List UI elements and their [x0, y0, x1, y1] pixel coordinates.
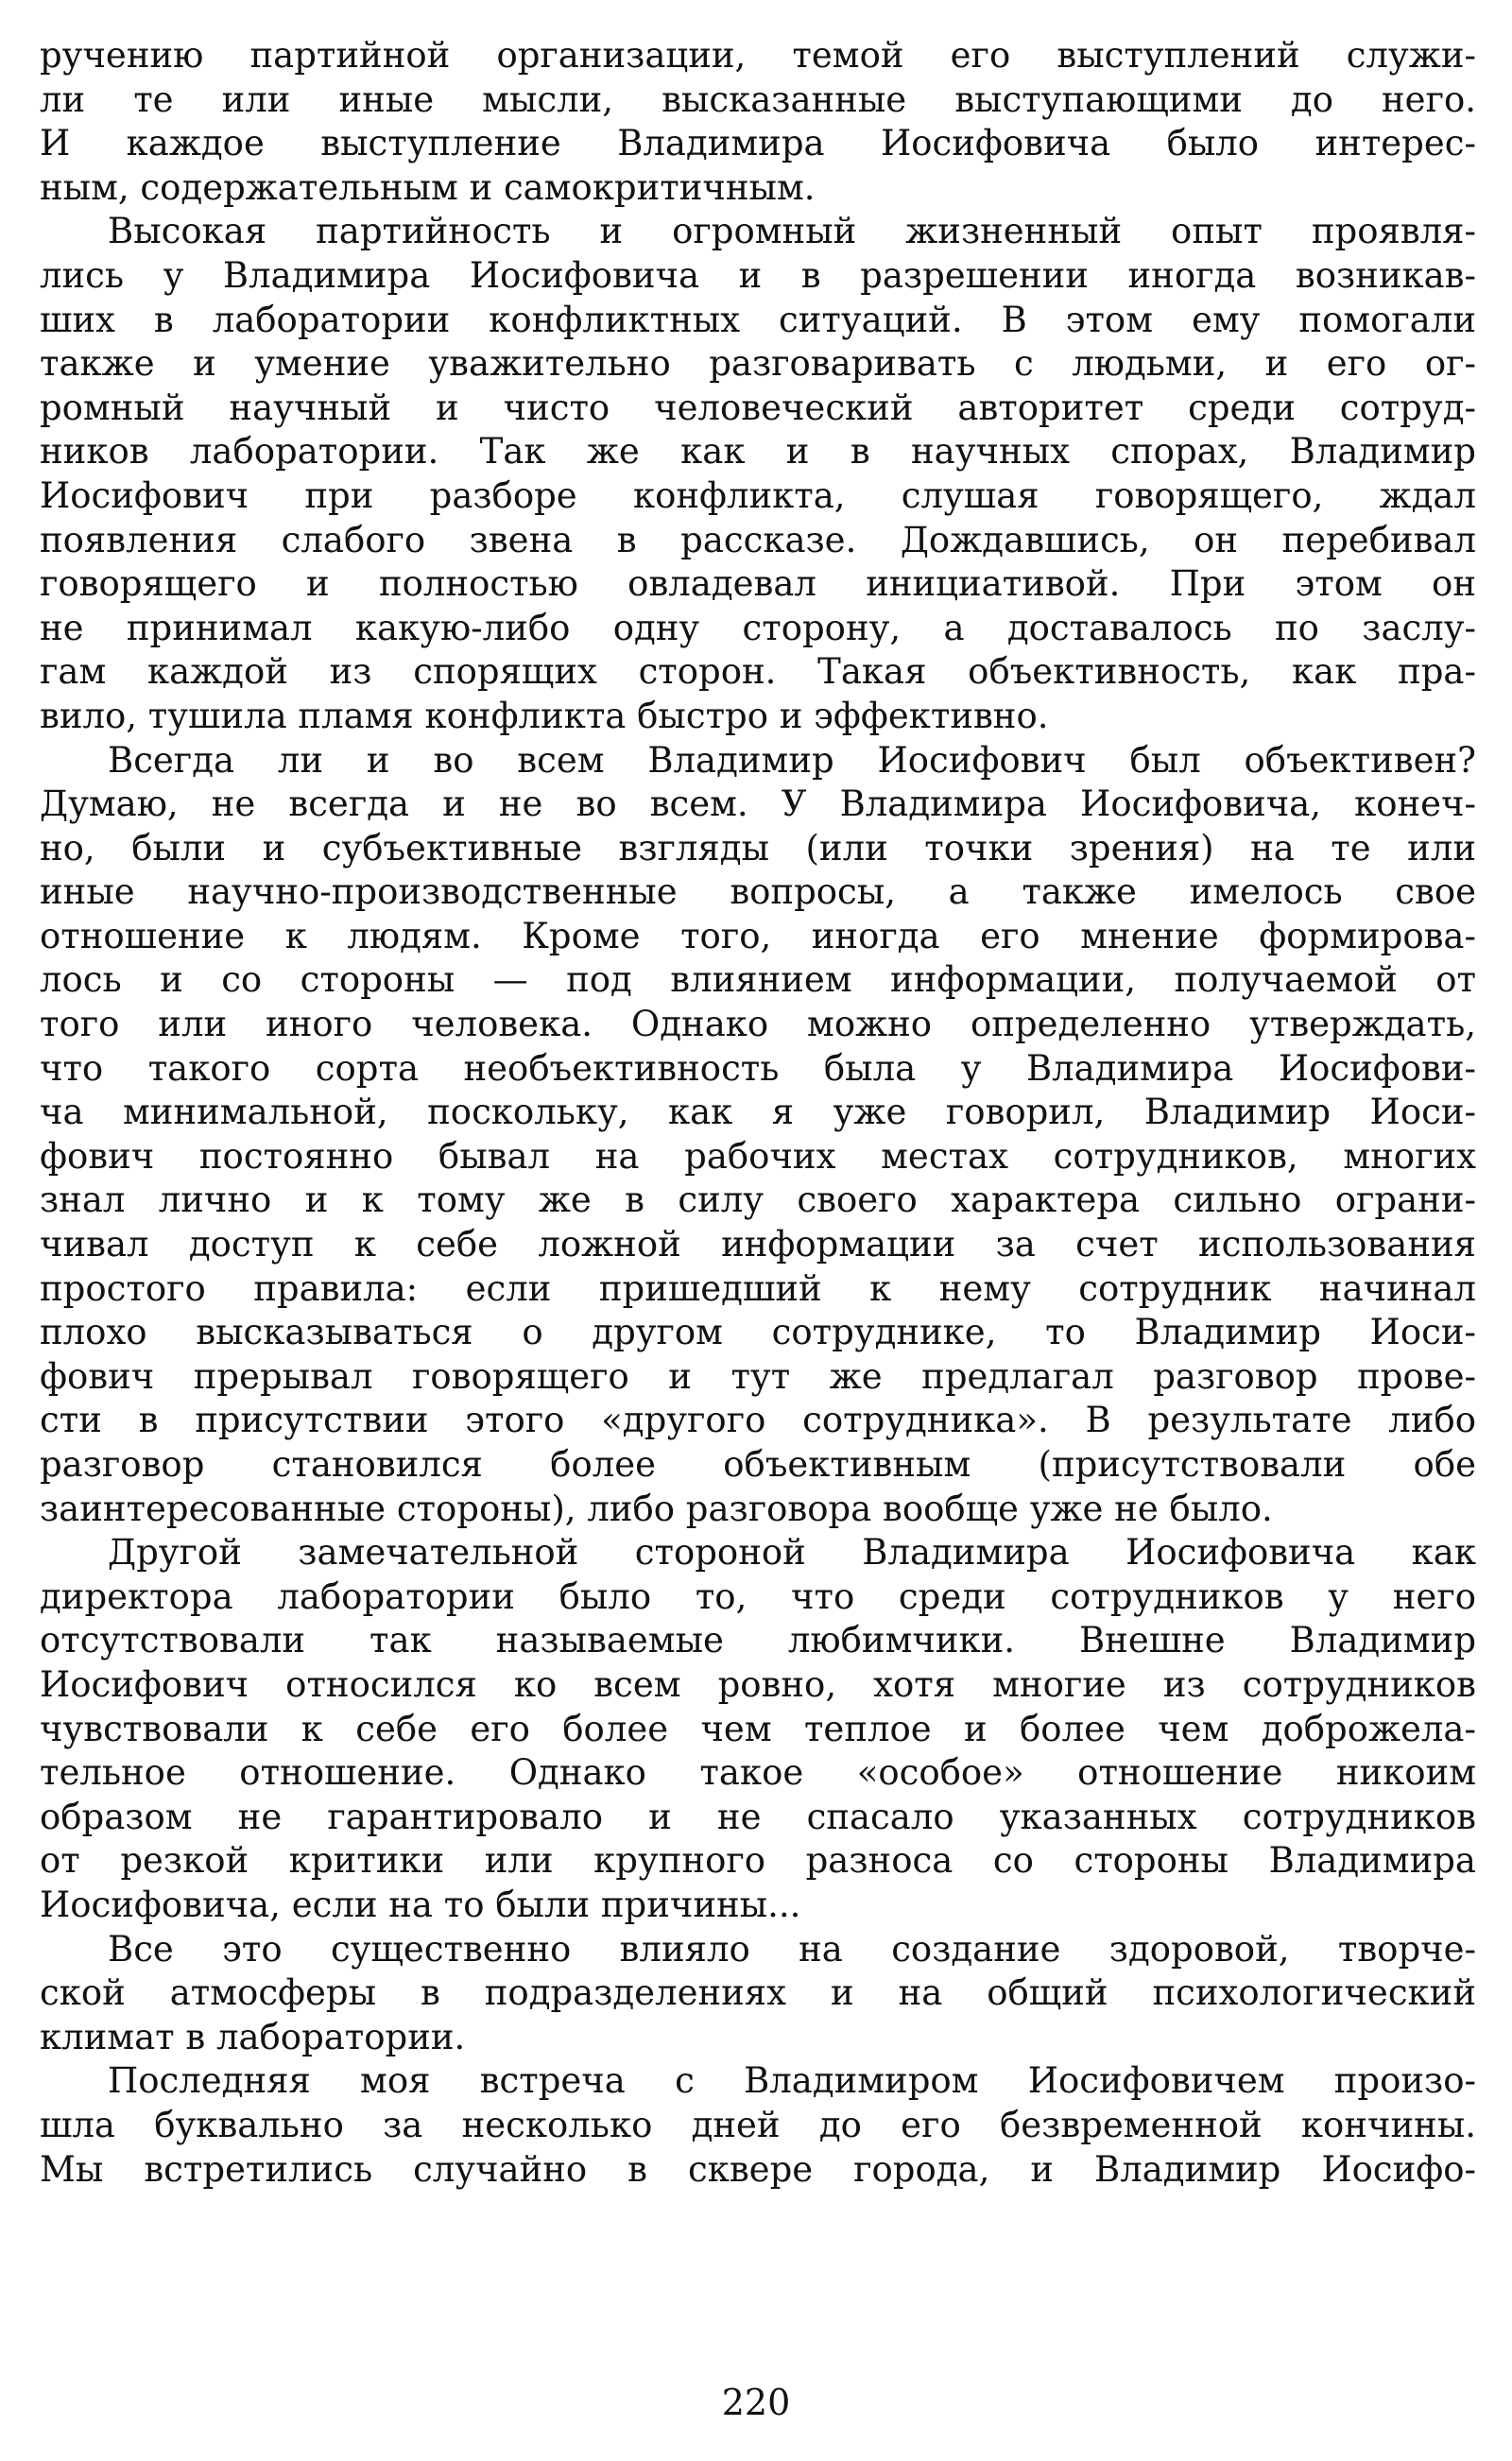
text-line: того или иного человека. Однако можно определенно утверждать,: [40, 1004, 1476, 1045]
text-line: ли те или иные мысли, высказанные выступающими до него.: [40, 78, 1476, 120]
text-line: что такого сорта необъективность была у Владимира Иосифови-: [40, 1047, 1476, 1089]
text-line: отношение к людям. Кроме того, иногда его мнение формирова-: [40, 915, 1476, 956]
text-line: Все это существенно влияло на создание здоровой, творче-: [108, 1928, 1476, 1970]
text-line: лось и со стороны — под влиянием информации, получаемой от: [40, 959, 1476, 1001]
text-line: также и умение уважительно разговаривать с людьми, и его ог-: [40, 343, 1476, 385]
text-line: ручению партийной организации, темой его выступлений служи-: [40, 35, 1476, 76]
text-line: лись у Владимира Иосифовича и в разрешении иногда возникав-: [40, 254, 1476, 296]
text-line: чувствовали к себе его более чем теплое и более чем доброжела-: [40, 1708, 1476, 1749]
text-line: говорящего и полностью овладевал инициативой. При этом он: [40, 563, 1476, 605]
text-line: Иосифович относился ко всем ровно, хотя многие из сотрудников: [40, 1663, 1476, 1705]
text-line: И каждое выступление Владимира Иосифовича было интерес-: [40, 123, 1476, 164]
text-line: Последняя моя встреча с Владимиром Иосифовичем произо-: [108, 2060, 1476, 2102]
page-body: [40, 34, 1476, 2192]
text-line: ча минимальной, поскольку, как я уже говорил, Владимир Иоси-: [40, 1092, 1476, 1133]
text-line: ших в лаборатории конфликтных ситуаций. В этом ему помогали: [40, 299, 1476, 340]
text-line: Иосифович при разборе конфликта, слушая говорящего, ждал: [40, 474, 1476, 516]
text-line: от резкой критики или крупного разноса со стороны Владимира: [40, 1840, 1476, 1882]
text-line: гам каждой из спорящих сторон. Такая объективность, как пра-: [40, 651, 1476, 693]
text-line: отсутствовали так называемые любимчики. Внешне Владимир: [40, 1620, 1476, 1661]
text-line: заинтересованные стороны), либо разговора вообще уже не было.: [40, 1488, 1273, 1529]
paragraph-4: [40, 1531, 1476, 1927]
text-line: Другой замечательной стороной Владимира Иосифовича как: [108, 1532, 1476, 1574]
paragraph-5: [40, 1928, 1476, 2060]
text-line: Мы встретились случайно в сквере города, и Владимир Иосифо-: [40, 2148, 1476, 2190]
text-line: шла буквально за несколько дней до его безвременной кончины.: [40, 2104, 1476, 2145]
text-line: фович постоянно бывал на рабочих местах сотрудников, многих: [40, 1135, 1476, 1177]
paragraph-6: [40, 2059, 1476, 2192]
page-number: 220: [721, 2382, 791, 2423]
text-line: сти в присутствии этого «другого сотрудника». В результате либо: [40, 1400, 1476, 1441]
text-line: фович прерывал говорящего и тут же предлагал разговор прове-: [40, 1355, 1476, 1397]
text-line: ромный научный и чисто человеческий авторитет среди сотруд-: [40, 387, 1476, 428]
paragraph-3: [40, 739, 1476, 1532]
text-line: Думаю, не всегда и не во всем. У Владимира Иосифовича, конеч-: [40, 783, 1476, 825]
text-line: ской атмосферы в подразделениях и на общий психологический: [40, 1972, 1476, 2014]
text-line: вило, тушила пламя конфликта быстро и эффективно.: [40, 695, 1049, 736]
text-line: директора лаборатории было то, что среди сотрудников у него: [40, 1575, 1476, 1617]
text-line: образом не гарантировало и не спасало указанных сотрудников: [40, 1796, 1476, 1837]
text-line: ников лаборатории. Так же как и в научных спорах, Владимир: [40, 431, 1476, 473]
text-line: плохо высказываться о другом сотруднике, то Владимир Иоси-: [40, 1312, 1476, 1353]
text-line: тельное отношение. Однако такое «особое» отношение никоим: [40, 1752, 1476, 1794]
text-line: Иосифовича, если на то были причины...: [40, 1884, 801, 1925]
text-line: простого правила: если пришедший к нему сотрудник начинал: [40, 1267, 1476, 1309]
paragraph-2: [40, 210, 1476, 738]
text-line: не принимал какую-либо одну сторону, а доставалось по заслу-: [40, 607, 1476, 648]
text-line: чивал доступ к себе ложной информации за счет использования: [40, 1224, 1476, 1265]
text-line: ным, содержательным и самокритичным.: [40, 166, 816, 208]
text-line: климат в лаборатории.: [40, 2016, 466, 2057]
text-line: иные научно-производственные вопросы, а также имелось свое: [40, 871, 1476, 913]
text-line: разговор становился более объективным (присутствовали обе: [40, 1444, 1476, 1485]
text-line: знал лично и к тому же в силу своего характера сильно ограни-: [40, 1179, 1476, 1221]
text-line: Высокая партийность и огромный жизненный опыт проявля-: [108, 211, 1476, 252]
text-line: появления слабого звена в рассказе. Дождавшись, он перебивал: [40, 519, 1476, 560]
text-line: Всегда ли и во всем Владимир Иосифович был объективен?: [108, 739, 1476, 781]
text-line: но, были и субъективные взгляды (или точки зрения) на те или: [40, 827, 1476, 869]
paragraph-1: [40, 34, 1476, 210]
